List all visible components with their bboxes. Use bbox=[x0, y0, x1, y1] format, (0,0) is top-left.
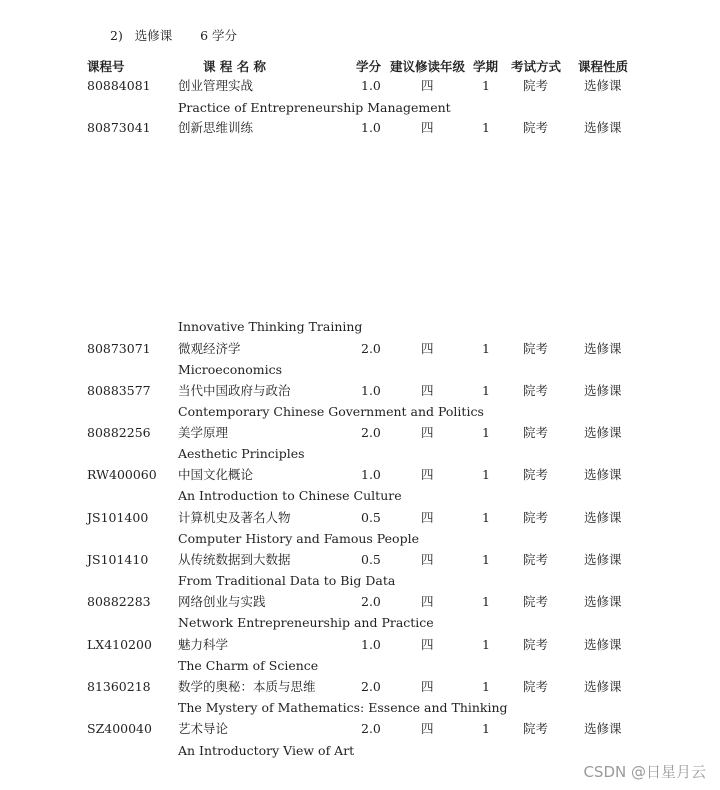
course-name: 计算机史及著名人物 bbox=[178, 510, 291, 525]
course-exam: 院考 bbox=[523, 341, 549, 356]
course-name-en: Aesthetic Principles bbox=[178, 446, 305, 461]
course-name-en: From Traditional Data to Big Data bbox=[178, 573, 396, 588]
course-name-en: An Introductory View of Art bbox=[178, 743, 355, 758]
course-type: 选修课 bbox=[584, 383, 622, 398]
course-name: 创新思维训练 bbox=[178, 120, 254, 135]
course-grade: 四 bbox=[421, 425, 434, 440]
course-name: 美学原理 bbox=[178, 425, 229, 440]
course-name-en: Computer History and Famous People bbox=[178, 531, 419, 546]
course-name-en: The Charm of Science bbox=[178, 658, 319, 673]
course-term: 1 bbox=[482, 637, 490, 652]
course-code: 81360218 bbox=[87, 679, 151, 694]
course-credit: 1.0 bbox=[361, 120, 381, 135]
course-grade: 四 bbox=[421, 510, 434, 525]
course-exam: 院考 bbox=[523, 510, 549, 525]
course-code: 80883577 bbox=[87, 383, 151, 398]
course-name: 创业管理实战 bbox=[178, 78, 254, 93]
course-credit: 1.0 bbox=[361, 637, 381, 652]
course-credit: 1.0 bbox=[361, 467, 381, 482]
section-title: 2) 选修课 6 学分 bbox=[110, 28, 237, 43]
course-code: SZ400040 bbox=[87, 721, 152, 736]
course-credit: 0.5 bbox=[361, 552, 381, 567]
course-grade: 四 bbox=[421, 594, 434, 609]
course-type: 选修课 bbox=[584, 679, 622, 694]
course-exam: 院考 bbox=[523, 721, 549, 736]
course-exam: 院考 bbox=[523, 120, 549, 135]
course-exam: 院考 bbox=[523, 552, 549, 567]
header-credit: 学分 bbox=[356, 59, 382, 74]
course-term: 1 bbox=[482, 679, 490, 694]
course-exam: 院考 bbox=[523, 679, 549, 694]
course-grade: 四 bbox=[421, 721, 434, 736]
course-grade: 四 bbox=[421, 637, 434, 652]
course-name: 从传统数据到大数据 bbox=[178, 552, 291, 567]
course-credit: 1.0 bbox=[361, 383, 381, 398]
course-type: 选修课 bbox=[584, 78, 622, 93]
course-grade: 四 bbox=[421, 383, 434, 398]
course-grade: 四 bbox=[421, 78, 434, 93]
course-exam: 院考 bbox=[523, 467, 549, 482]
course-credit: 2.0 bbox=[361, 594, 381, 609]
course-name: 网络创业与实践 bbox=[178, 594, 266, 609]
course-name-en: Innovative Thinking Training bbox=[178, 319, 363, 334]
course-credit: 2.0 bbox=[361, 425, 381, 440]
course-type: 选修课 bbox=[584, 721, 622, 736]
watermark: CSDN @日星月云 bbox=[583, 763, 706, 781]
course-credit: 0.5 bbox=[361, 510, 381, 525]
header-name: 课 程 名 称 bbox=[203, 59, 267, 74]
course-type: 选修课 bbox=[584, 552, 622, 567]
course-name: 当代中国政府与政治 bbox=[178, 383, 291, 398]
course-name: 艺术导论 bbox=[178, 721, 229, 736]
course-code: 80882256 bbox=[87, 425, 151, 440]
course-term: 1 bbox=[482, 552, 490, 567]
course-code: JS101400 bbox=[87, 510, 149, 525]
course-grade: 四 bbox=[421, 120, 434, 135]
course-term: 1 bbox=[482, 467, 490, 482]
course-name-en: Contemporary Chinese Government and Politics bbox=[178, 404, 484, 419]
course-type: 选修课 bbox=[584, 467, 622, 482]
course-type: 选修课 bbox=[584, 120, 622, 135]
course-grade: 四 bbox=[421, 341, 434, 356]
header-type: 课程性质 bbox=[578, 59, 629, 74]
course-code: 80873071 bbox=[87, 341, 151, 356]
course-name: 数学的奥秘：本质与思维 bbox=[178, 679, 316, 694]
course-term: 1 bbox=[482, 425, 490, 440]
course-code: RW400060 bbox=[87, 467, 157, 482]
course-name-en: An Introduction to Chinese Culture bbox=[178, 488, 402, 503]
course-type: 选修课 bbox=[584, 425, 622, 440]
course-grade: 四 bbox=[421, 467, 434, 482]
course-code: JS101410 bbox=[87, 552, 149, 567]
header-grade: 建议修读年级 bbox=[390, 59, 466, 74]
header-term: 学期 bbox=[473, 59, 499, 74]
course-name: 魅力科学 bbox=[178, 637, 229, 652]
course-term: 1 bbox=[482, 510, 490, 525]
course-type: 选修课 bbox=[584, 341, 622, 356]
course-exam: 院考 bbox=[523, 594, 549, 609]
header-exam: 考试方式 bbox=[511, 59, 562, 74]
course-credit: 2.0 bbox=[361, 679, 381, 694]
course-name-en: The Mystery of Mathematics: Essence and Thinking bbox=[178, 700, 508, 715]
course-exam: 院考 bbox=[523, 383, 549, 398]
course-name: 微观经济学 bbox=[178, 341, 241, 356]
course-code: 80884081 bbox=[87, 78, 151, 93]
course-exam: 院考 bbox=[523, 637, 549, 652]
course-grade: 四 bbox=[421, 679, 434, 694]
course-credit: 2.0 bbox=[361, 721, 381, 736]
course-type: 选修课 bbox=[584, 510, 622, 525]
course-type: 选修课 bbox=[584, 637, 622, 652]
course-code: 80873041 bbox=[87, 120, 151, 135]
course-name-en: Microeconomics bbox=[178, 362, 283, 377]
course-name-en: Network Entrepreneurship and Practice bbox=[178, 615, 434, 630]
header-code: 课程号 bbox=[87, 59, 125, 74]
course-name-en: Practice of Entrepreneurship Management bbox=[178, 100, 451, 115]
course-type: 选修课 bbox=[584, 594, 622, 609]
course-term: 1 bbox=[482, 594, 490, 609]
course-exam: 院考 bbox=[523, 425, 549, 440]
course-term: 1 bbox=[482, 721, 490, 736]
course-term: 1 bbox=[482, 78, 490, 93]
course-term: 1 bbox=[482, 341, 490, 356]
course-term: 1 bbox=[482, 120, 490, 135]
course-name: 中国文化概论 bbox=[178, 467, 254, 482]
course-code: 80882283 bbox=[87, 594, 151, 609]
course-credit: 1.0 bbox=[361, 78, 381, 93]
course-exam: 院考 bbox=[523, 78, 549, 93]
course-credit: 2.0 bbox=[361, 341, 381, 356]
course-code: LX410200 bbox=[87, 637, 152, 652]
course-term: 1 bbox=[482, 383, 490, 398]
course-grade: 四 bbox=[421, 552, 434, 567]
